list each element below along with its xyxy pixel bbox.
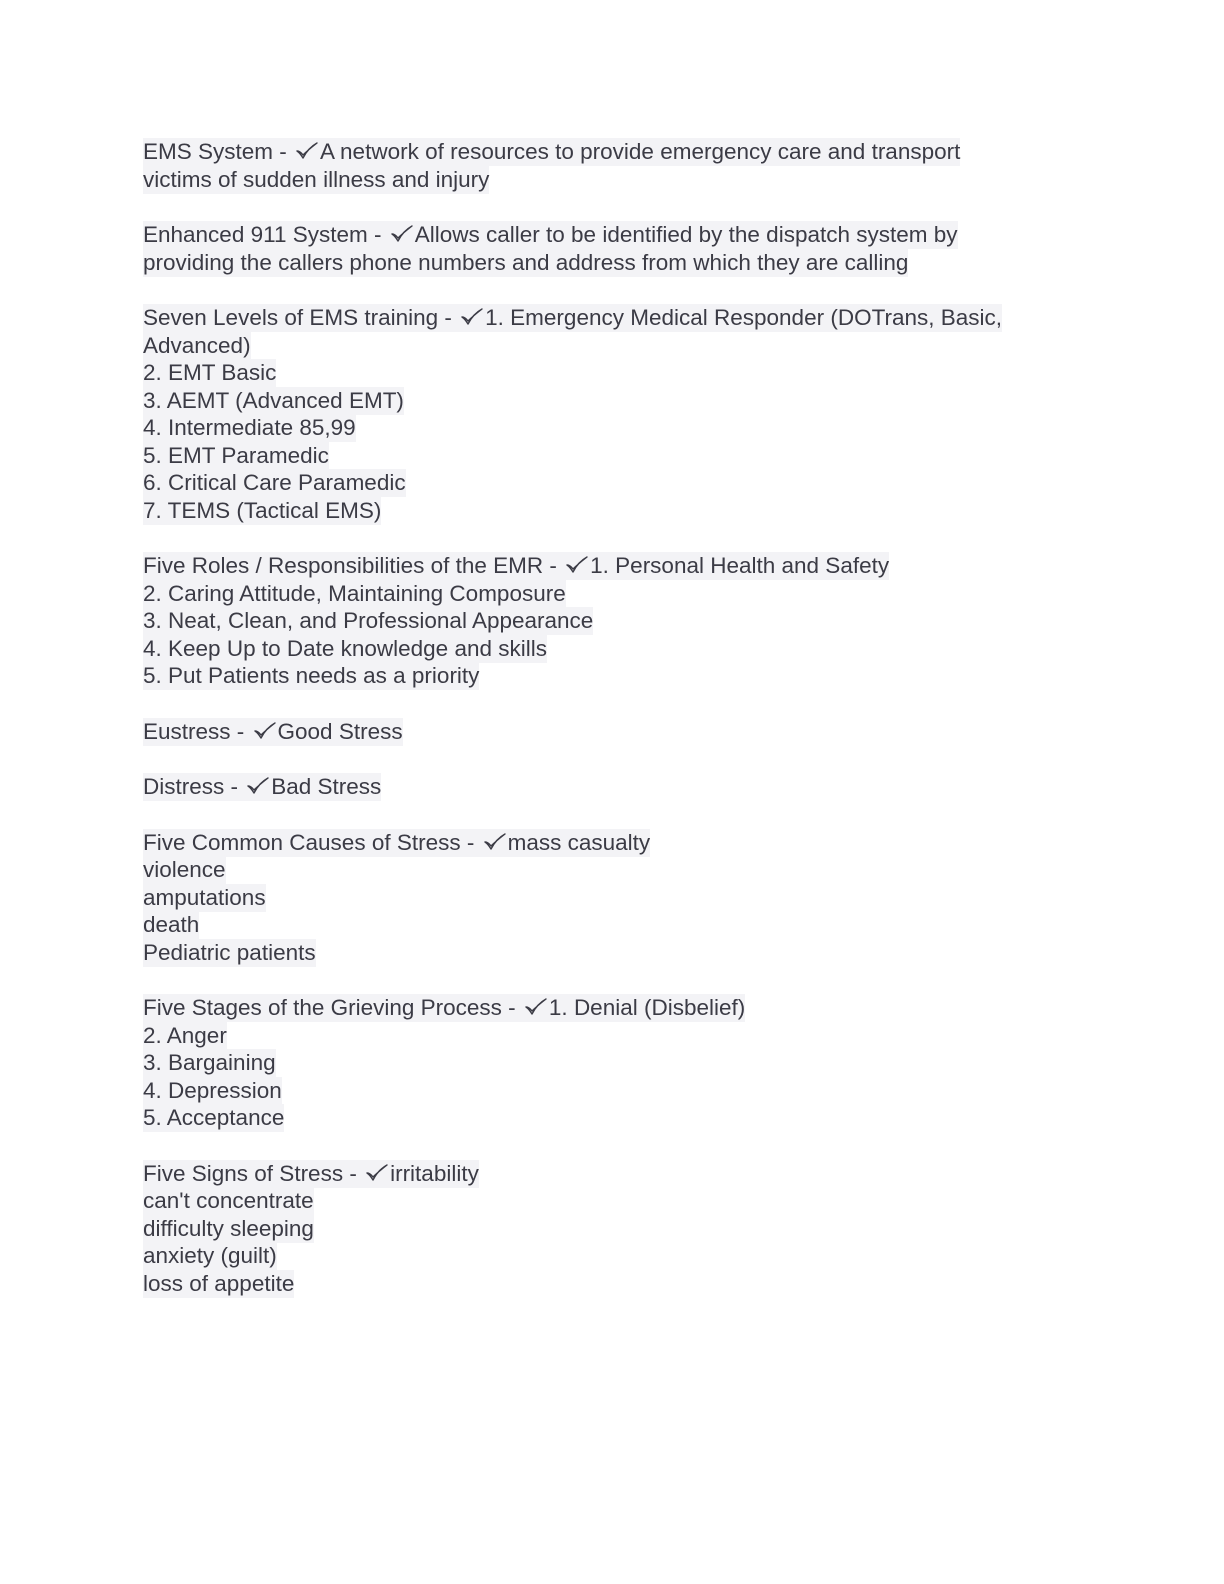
entry-answer: 1. Denial (Disbelief) [548,995,746,1020]
flashcard-entry [143,304,1103,524]
entry-line: can't concentrate [143,1188,314,1213]
entry-first-line [143,718,1103,746]
entry-line: 3. Neat, Clean, and Professional Appearance [143,608,594,633]
entry-line: Pediatric patients [143,939,316,965]
flashcard-entry [143,718,1103,746]
entry-term: EMS System - [143,139,294,164]
entry-term: Five Roles / Responsibilities of the EMR - [143,553,564,578]
entry-line: difficulty sleeping [143,1215,314,1241]
check-mark-icon [295,141,319,161]
entry-answer: Good Stress [277,718,403,744]
entry-line: 2. Anger [143,1022,227,1048]
entry-term: Distress - [143,774,245,799]
entry-first-line [143,994,1103,1022]
entry-line: 6. Critical Care Paramedic [143,470,406,495]
entry-first-line [143,773,1103,801]
entry-first-line [143,138,1103,166]
flashcard-entry [143,773,1103,801]
entry-answer: irritability [390,1160,479,1186]
entry-term: Eustress - [143,718,251,744]
entry-term: Enhanced 911 System - [143,222,388,247]
entry-line: violence [143,857,226,882]
check-mark-icon [483,832,507,852]
flashcard-entry [143,552,1103,690]
entry-line: 4. Keep Up to Date knowledge and skills [143,635,547,661]
entry-line: victims of sudden illness and injury [143,166,490,192]
flashcard-entry [143,138,1103,193]
entry-answer: 1. Emergency Medical Responder (DOTrans, Basic, [485,305,1003,330]
document-page [143,138,1103,1325]
check-mark-icon [365,1163,389,1183]
flashcard-entry [143,1160,1103,1298]
flashcard-entry [143,994,1103,1132]
entry-line: 2. Caring Attitude, Maintaining Composure [143,580,566,606]
check-mark-icon [390,224,414,244]
entry-answer: 1. Personal Health and Safety [590,553,890,578]
entry-answer: Allows caller to be identified by the dispatch system by [414,222,958,247]
entry-first-line [143,221,1103,249]
entry-first-line [143,304,1103,332]
entry-line: 4. Depression [143,1077,282,1103]
entry-term: Five Stages of the Grieving Process - [143,995,522,1020]
entry-term: Five Signs of Stress - [143,1160,364,1186]
flashcard-entry [143,829,1103,967]
entry-answer: Bad Stress [271,774,382,799]
entry-first-line [143,1160,1103,1188]
entry-line: amputations [143,884,266,910]
check-mark-icon [460,307,484,327]
entry-line: 3. AEMT (Advanced EMT) [143,387,404,413]
entry-term: Five Common Causes of Stress - [143,829,481,855]
check-mark-icon [246,776,270,796]
entry-first-line [143,552,1103,580]
entry-line: Advanced) [143,332,251,358]
entry-term: Seven Levels of EMS training - [143,305,459,330]
entry-line: 5. Acceptance [143,1105,285,1130]
entry-line: anxiety (guilt) [143,1243,277,1268]
check-mark-icon [253,721,277,741]
entry-answer: A network of resources to provide emergency care and transport [320,139,961,164]
entry-line: 5. EMT Paramedic [143,442,329,468]
entry-answer: mass casualty [507,829,651,855]
entry-line: providing the callers phone numbers and address from which they are calling [143,249,909,275]
entry-line: 5. Put Patients needs as a priority [143,663,480,688]
entry-line: death [143,912,200,937]
entry-line: 7. TEMS (Tactical EMS) [143,497,382,523]
entry-first-line [143,829,1103,857]
flashcard-entry [143,221,1103,276]
entry-line: 2. EMT Basic [143,360,277,385]
check-mark-icon [524,997,548,1017]
check-mark-icon [565,555,589,575]
entry-line: 4. Intermediate 85,99 [143,415,356,440]
entry-line: 3. Bargaining [143,1050,276,1075]
entry-line: loss of appetite [143,1270,295,1296]
